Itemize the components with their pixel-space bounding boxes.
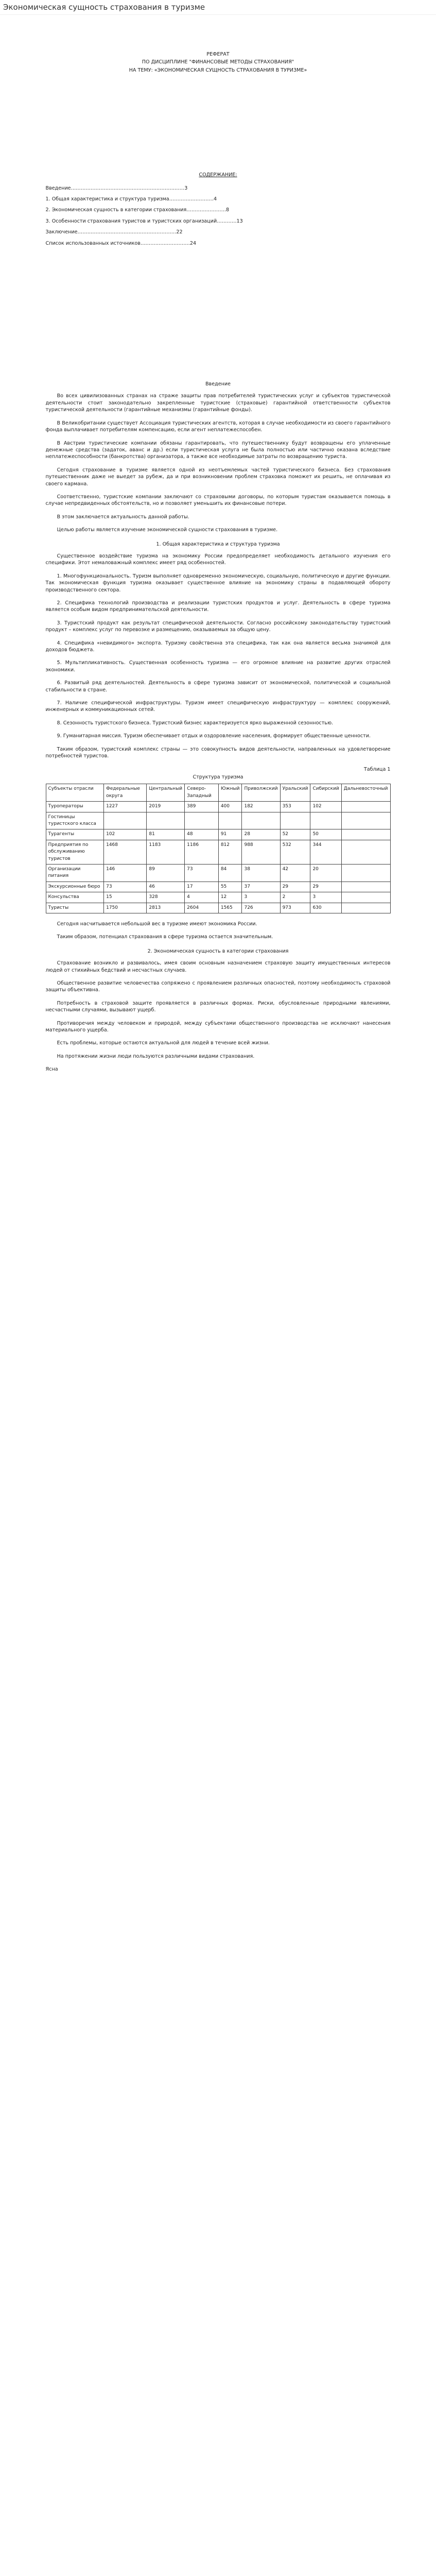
- paragraph: Сегодня страхование в туризме является одной из неотъемлемых частей туристического бизнеса. Без страхования путешественник даже не выедет за рубеж, да и при возникновении проблем страховка поможет их решить, не оплачивая из своего кармана.: [45, 467, 391, 487]
- table-cell: [341, 812, 390, 829]
- table-of-contents: [46, 172, 391, 247]
- paragraph: Общественное развитие человечества сопряжено с проявлением различных опасностей, поэтому необходимость страховой защиты объективна.: [45, 980, 391, 993]
- table-cell: 1227: [104, 802, 147, 812]
- table-cell: Экскурсионные бюро: [46, 882, 104, 892]
- title-block: [46, 51, 391, 74]
- table-cell: 2: [280, 892, 310, 903]
- paragraph: В Великобритании существует Ассоциация туристических агентств, которая в случае необходимости из своего гарантийного фонда выплачивает потребителям компенсацию, если агент неплатежеспособен.: [45, 420, 391, 433]
- paragraph: В этом заключается актуальность данной работы.: [57, 514, 189, 520]
- table-row: [46, 840, 390, 864]
- table-cell: 12: [218, 892, 242, 903]
- table-cell: 3: [310, 892, 341, 903]
- table-title: Структура туризма: [193, 774, 243, 780]
- table-cell: 38: [242, 864, 280, 882]
- table-cell: Туристы: [46, 903, 104, 913]
- section-1-conclusion: [46, 921, 391, 941]
- table-row: [46, 903, 390, 913]
- table-cell: 48: [185, 829, 219, 840]
- paragraph: 6. Развитый ряд деятельностей. Деятельность в сфере туризма зависит от экономической, политической и социальной стабильности в стране.: [45, 680, 391, 693]
- table-cell: 15: [104, 892, 147, 903]
- table-cell: 89: [147, 864, 185, 882]
- section-2-title: 2. Экономическая сущность в категории страхования: [147, 948, 289, 954]
- table-cell: 1468: [104, 840, 147, 864]
- paragraph: 8. Сезонность туристского бизнеса. Туристский бизнес характеризуется ярко выраженной сезонностью.: [57, 720, 334, 726]
- table-cell: 28: [242, 829, 280, 840]
- section-2-body: [46, 960, 391, 1060]
- table-cell: [341, 892, 390, 903]
- table-row: [46, 864, 390, 882]
- paragraph: Страхование возникло и развивалось, имея своим основным назначением страховую защиту имущественных интересов людей от стихийных бедствий и несчастных случаев.: [45, 960, 391, 973]
- table-cell: 50: [310, 829, 341, 840]
- paragraph: Противоречия между человеком и природой, между субъектами общественного производства не исключают нанесения материального ущерба.: [45, 1020, 391, 1033]
- table-cell: 91: [218, 829, 242, 840]
- table-cell: [104, 812, 147, 829]
- table-cell: 532: [280, 840, 310, 864]
- report-kind: РЕФЕРАТ: [206, 52, 230, 57]
- table-cell: 389: [185, 802, 219, 812]
- table-cell: 73: [185, 864, 219, 882]
- table-cell: 344: [310, 840, 341, 864]
- section-1-title: 1. Общая характеристика и структура туризма: [156, 541, 280, 547]
- table-cell: [341, 829, 390, 840]
- toc-item: 2. Экономическая сущность в категории страхования……………………8: [45, 207, 230, 213]
- table-cell: Консульства: [46, 892, 104, 903]
- table-cell: 29: [280, 882, 310, 892]
- paragraph: 2. Специфика технологий производства и реализации туристских продуктов и услуг. Деятельность в сфере туризма является особым видом предпринимательской деятельности.: [45, 600, 391, 613]
- table-caption: Таблица 1: [363, 766, 391, 772]
- paragraph: Соответственно, туристские компании заключают со страховыми договоры, по которым туристам оказывается помощь в случае непредвиденных обстоятельств, но и позволяет уменьшить их финансовые потери.: [45, 494, 391, 507]
- table-cell: [310, 812, 341, 829]
- table-cell: 973: [280, 903, 310, 913]
- paragraph: 3. Туристский продукт как результат специфической деятельности. Согласно российскому законодательству туристский продукт – комплекс услуг по перевозке и размещению, оказываемых за общую цену.: [45, 620, 391, 633]
- table-cell: [341, 882, 390, 892]
- table-header-cell: Уральский: [280, 784, 310, 802]
- table-cell: 1750: [104, 903, 147, 913]
- paragraph: 4. Специфика «невидимого» экспорта. Туризму свойственна эта специфика, так как она является весьма значимой для доходов бюджета.: [45, 640, 391, 653]
- table-row: [46, 829, 390, 840]
- table-cell: 988: [242, 840, 280, 864]
- table-cell: 2813: [147, 903, 185, 913]
- table-header-cell: Приволжский: [242, 784, 280, 802]
- table-cell: 29: [310, 882, 341, 892]
- table-header-cell: Субъекты отрасли: [46, 784, 104, 802]
- intro-body: [46, 393, 391, 533]
- contents-heading: СОДЕРЖАНИЕ:: [199, 172, 237, 178]
- paragraph: Таким образом, потенциал страхования в сфере туризма остается значительным.: [57, 934, 273, 940]
- table-cell: 46: [147, 882, 185, 892]
- table-cell: Организации питания: [46, 864, 104, 882]
- table-body: [46, 802, 390, 913]
- table-cell: 42: [280, 864, 310, 882]
- table-cell: 812: [218, 840, 242, 864]
- table-cell: [147, 812, 185, 829]
- table-cell: [280, 812, 310, 829]
- paragraph: Целью работы является изучение экономической сущности страхования в туризме.: [57, 527, 278, 533]
- table-cell: Турагенты: [46, 829, 104, 840]
- table-row: [46, 882, 390, 892]
- table-cell: 37: [242, 882, 280, 892]
- footer-label: Ясна: [45, 1066, 58, 1073]
- table-row: [46, 802, 390, 812]
- paragraph: Потребность в страховой защите проявляется в различных формах. Риски, обусловленные природными явлениями, несчастными случаями, вызывают ущерб.: [45, 1000, 391, 1013]
- table-cell: [341, 903, 390, 913]
- table-header-cell: Южный: [218, 784, 242, 802]
- table-cell: 81: [147, 829, 185, 840]
- toc-item: Введение……………………………………………………………3: [45, 185, 188, 191]
- table-cell: 2604: [185, 903, 219, 913]
- table-cell: 17: [185, 882, 219, 892]
- table-cell: 1565: [218, 903, 242, 913]
- paragraph: Таким образом, туристский комплекс страны — это совокупность видов деятельности, направленных на удовлетворение потребностей туристов.: [45, 746, 391, 759]
- table-cell: [185, 812, 219, 829]
- paragraph: На протяжении жизни люди пользуются различными видами страхования.: [57, 1053, 255, 1059]
- section-1-body: [46, 553, 391, 760]
- intro-title: Введение: [205, 381, 231, 387]
- toc-item: Заключение……………………………………………………22: [45, 229, 183, 235]
- table-cell: 146: [104, 864, 147, 882]
- table-header-cell: Дальневосточный: [341, 784, 390, 802]
- table-cell: [341, 840, 390, 864]
- table-cell: 1186: [185, 840, 219, 864]
- table-header-cell: Центральный: [147, 784, 185, 802]
- paragraph: 5. Мультипликативность. Существенная особенность туризма — его огромное влияние на развитие других отраслей экономики.: [45, 660, 391, 673]
- table-cell: 73: [104, 882, 147, 892]
- document-page: [46, 15, 391, 1073]
- table-cell: [242, 812, 280, 829]
- report-topic: НА ТЕМУ: «ЭКОНОМИЧЕСКАЯ СУЩНОСТЬ СТРАХОВАНИЯ В ТУРИЗМЕ»: [129, 67, 307, 73]
- table-row: [46, 892, 390, 903]
- paragraph: 9. Гуманитарная миссия. Туризм обеспечивает отдых и оздоровление населения, формирует общественные ценности.: [57, 733, 371, 739]
- paragraph: Во всех цивилизованных странах на страже защиты прав потребителей туристических услуг и субъектов туристической деятельности стоит законодательно закрепленные туристские (страховые) гарантийной ответственности субъектов туристической деятельности (гарантийные механизмы (гарантийные фонды).: [45, 393, 391, 413]
- table-cell: 630: [310, 903, 341, 913]
- table-header-cell: Федеральные округа: [104, 784, 147, 802]
- table-cell: Туроператоры: [46, 802, 104, 812]
- table-cell: [341, 802, 390, 812]
- paragraph: Существенное воздействие туризма на экономику России предопределяет необходимость детального изучения его специфики. Этот немаловажный комплекс имеет ряд особенностей.: [45, 553, 391, 566]
- table-cell: 84: [218, 864, 242, 882]
- table-cell: 102: [104, 829, 147, 840]
- table-cell: [341, 864, 390, 882]
- table-cell: Гостиницы туристского класса: [46, 812, 104, 829]
- structure-table: [46, 784, 391, 913]
- table-cell: 353: [280, 802, 310, 812]
- table-cell: 52: [280, 829, 310, 840]
- table-cell: 726: [242, 903, 280, 913]
- paragraph: 7. Наличие специфической инфраструктуры. Туризм имеет специфическую инфраструктуру — комплекс сооружений, инженерных и коммуникационных сетей.: [45, 700, 391, 713]
- table-cell: 400: [218, 802, 242, 812]
- paragraph: В Австрии туристические компании обязаны гарантировать, что путешественнику будут возвращены его уплаченные денежные средства (задаток, аванс и др.) если туристическая услуга не была полностью или частично оказана вследствие неплатежеспособности (банкротства) организатора, а также все необходимые затраты по возвращению туриста.: [45, 440, 391, 460]
- paragraph: 1. Многофункциональность. Туризм выполняет одновременно экономическую, социальную, политическую и другие функции. Так экономическая функция туризма оказывает существенное влияние на экономику страны в подавляющей обороту производственного сектора.: [45, 573, 391, 593]
- paragraph: Есть проблемы, которые остаются актуальной для людей в течение всей жизни.: [57, 1040, 270, 1046]
- report-discipline: ПО ДИСЦИПЛИНЕ "ФИНАНСОВЫЕ МЕТОДЫ СТРАХОВАНИЯ": [142, 59, 294, 65]
- table-cell: 328: [147, 892, 185, 903]
- table-cell: 20: [310, 864, 341, 882]
- toc-item: 3. Особенности страхования туристов и туристских организаций…………13: [45, 218, 243, 224]
- table-row: [46, 812, 390, 829]
- document-header: [0, 0, 436, 15]
- table-header-cell: Сибирский: [310, 784, 341, 802]
- table-cell: 2019: [147, 802, 185, 812]
- table-cell: 182: [242, 802, 280, 812]
- toc-item: 1. Общая характеристика и структура туризма………………………4: [45, 196, 217, 202]
- table-cell: [218, 812, 242, 829]
- table-cell: 55: [218, 882, 242, 892]
- table-cell: 1183: [147, 840, 185, 864]
- table-cell: 3: [242, 892, 280, 903]
- table-cell: 102: [310, 802, 341, 812]
- table-header-cell: Северо-Западный: [185, 784, 219, 802]
- table-cell: 4: [185, 892, 219, 903]
- document-title: Экономическая сущность страхования в туризме: [3, 3, 205, 12]
- table-header-row: [46, 784, 390, 802]
- table-cell: Предприятия по обслуживанию туристов: [46, 840, 104, 864]
- paragraph: Сегодня насчитывается небольшой вес в туризме имеют экономика России.: [57, 921, 257, 927]
- toc-item: Список использованных источников…………………………24: [45, 240, 197, 246]
